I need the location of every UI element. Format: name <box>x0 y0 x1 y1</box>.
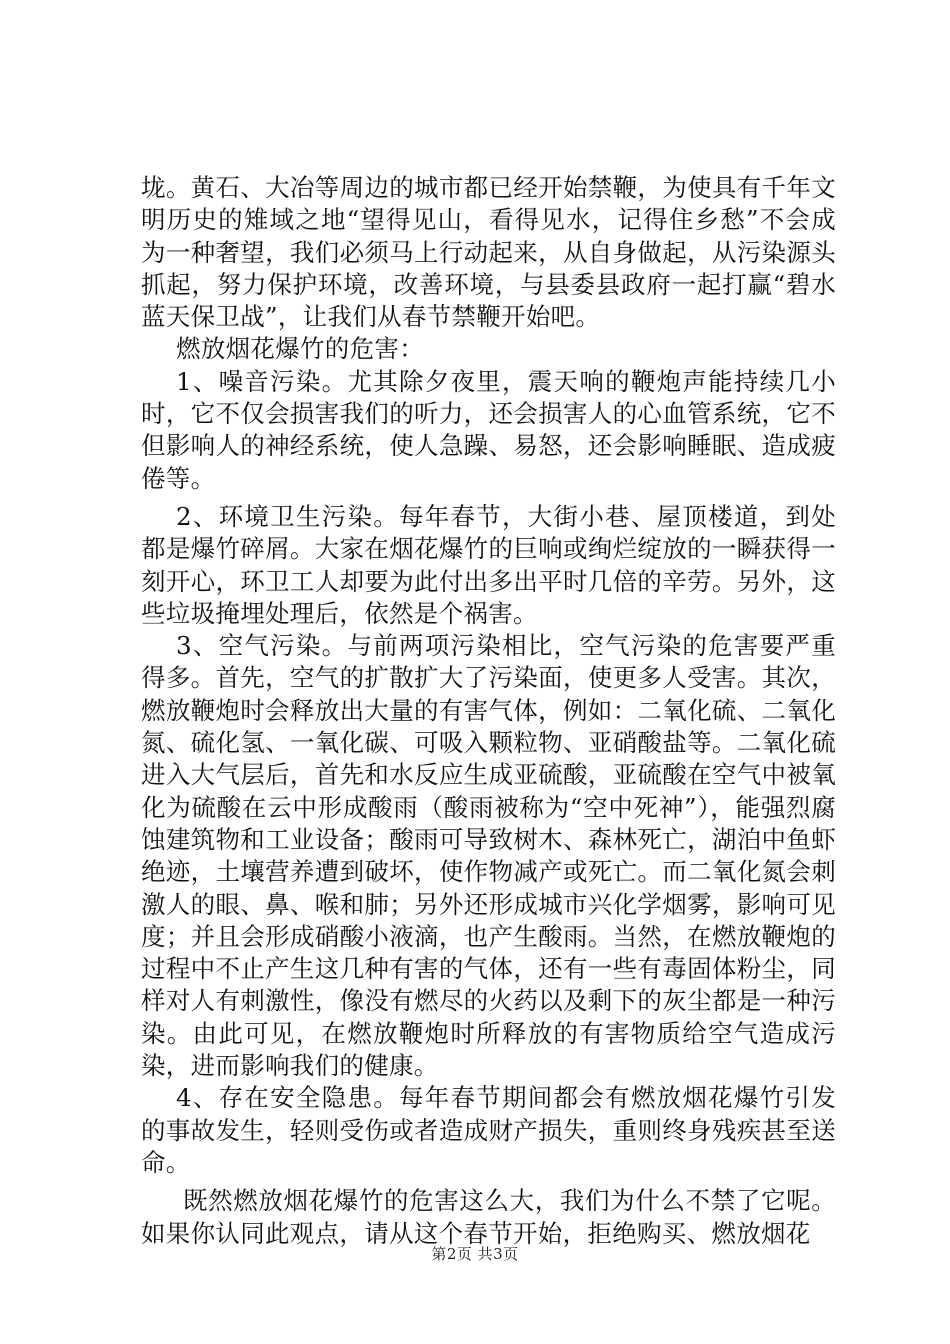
paragraph-noise-pollution: 1、噪音污染。尤其除夕夜里，震天响的鞭炮声能持续几小时，它不仅会损害我们的听力，还会损害人的心血管系统，它不但影响人的神经系统，使人急躁、易怒，还会影响睡眠、造成疲倦等。 <box>141 366 836 493</box>
paragraph-conclusion: 既然燃放烟花爆竹的危害这么大，我们为什么不禁了它呢。如果你认同此观点，请从这个春节开始，拒绝购买、燃放烟花 <box>141 1186 836 1248</box>
document-body <box>141 172 836 1250</box>
paragraph-air-pollution: 3、空气污染。与前两项污染相比，空气污染的危害要严重得多。首先，空气的扩散扩大了污染面，使更多人受害。其次，燃放鞭炮时会释放出大量的有害气体，例如：二氧化硫、二氧化氮、硫化氢、一氧化碳、可吸入颗粒物、亚硝酸盐等。二氧化硫进入大气层后，首先和水反应生成亚硫酸，亚硫酸在空气中被氧化为硫酸在云中形成酸雨（酸雨被称为“空中死神”），能强烈腐蚀建筑物和工业设备；酸雨可导致树木、森林死亡，湖泊中鱼虾绝迹，土壤营养遭到破坏，使作物减产或死亡。而二氧化氮会刺激人的眼、鼻、喉和肺；另外还形成城市兴化学烟雾，影响可见度；并且会形成硝酸小液滴，也产生酸雨。当然，在燃放鞭炮的过程中不止产生这几种有害的气体，还有一些有毒固体粉尘，同样对人有刺激性，像没有燃尽的火药以及剩下的灰尘都是一种污染。由此可见，在燃放鞭炮时所释放的有害物质给空气造成污染，进而影响我们的健康。 <box>141 631 836 1081</box>
paragraph-safety-hazard: 4、存在安全隐患。每年春节期间都会有燃放烟花爆竹引发的事故发生，轻则受伤或者造成财产损失，重则终身残疾甚至送命。 <box>141 1083 836 1177</box>
paragraph-sanitation-pollution: 2、环境卫生污染。每年春节，大街小巷、屋顶楼道，到处都是爆竹碎屑。大家在烟花爆竹的巨响或绚烂绽放的一瞬获得一刻开心，环卫工人却要为此付出多出平时几倍的辛劳。另外，这些垃圾掩埋处理后，依然是个祸害。 <box>141 501 836 628</box>
page-number-footer: 第2页 共3页 <box>431 1245 519 1263</box>
paragraph-intro-continuation: 垅。黄石、大冶等周边的城市都已经开始禁鞭，为使具有千年文明历史的雉域之地“望得见山，看得见水，记得住乡愁”不会成为一种奢望，我们必须马上行动起来，从自身做起，从污染源头抓起，努力保护环境，改善环境，与县委县政府一起打赢“碧水蓝天保卫战”，让我们从春节禁鞭开始吧。 <box>141 173 837 332</box>
paragraph-hazards-heading: 燃放烟花爆竹的危害： <box>176 334 424 364</box>
